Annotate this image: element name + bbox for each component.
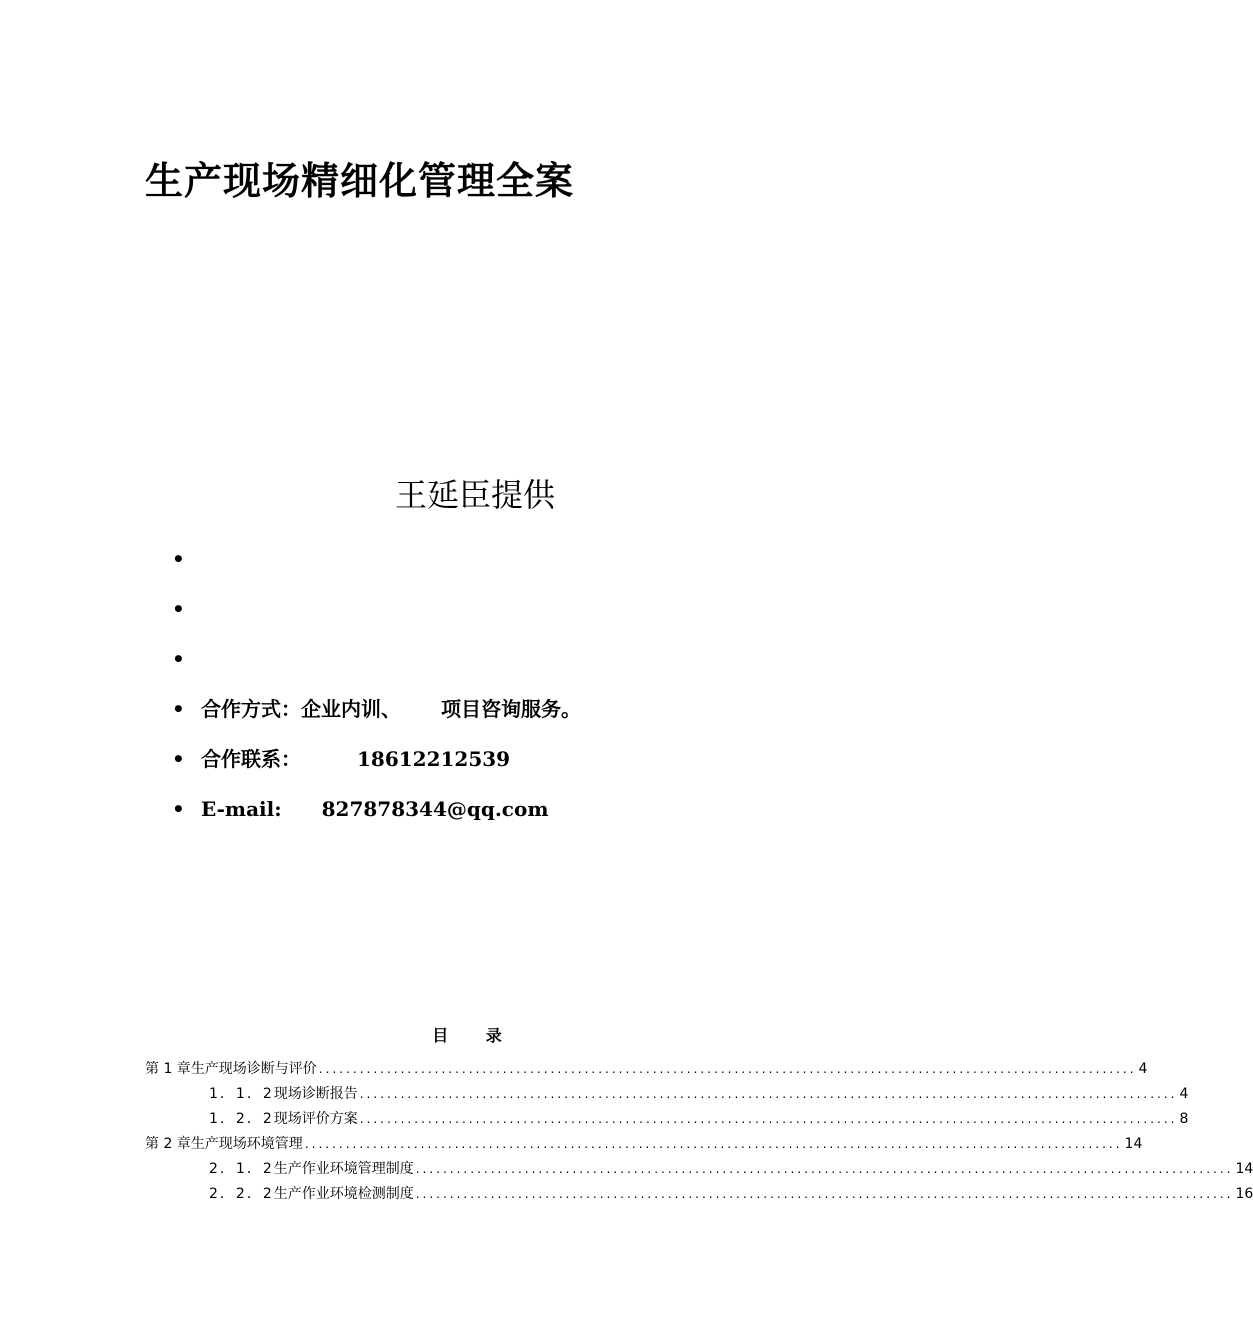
document-title: 生产现场精细化管理全案	[145, 159, 575, 203]
toc-leader-dots: ........................................................................................................................	[359, 1087, 1178, 1101]
toc-leader-dots: ........................................................................................................................	[318, 1062, 1137, 1076]
bullet-icon: •	[172, 597, 185, 621]
bullet-icon: •	[172, 647, 185, 671]
contact-info-list	[172, 543, 581, 843]
toc-entry[interactable]	[145, 1133, 1143, 1158]
toc-heading: 目 录	[432, 1026, 518, 1045]
toc-entry[interactable]	[145, 1108, 1189, 1133]
toc-entry-number: 1．1．2	[209, 1086, 274, 1102]
bullet-icon: •	[172, 747, 185, 771]
toc-leader-dots: ........................................................................................................................	[415, 1187, 1234, 1201]
toc-entry-title: 生产作业环境管理制度	[273, 1161, 414, 1177]
email-label: E-mail:	[201, 797, 282, 821]
toc-entry-number: 第 2 章	[145, 1136, 191, 1152]
toc-entry-title: 生产作业环境检测制度	[273, 1186, 414, 1202]
toc-entry-page: 4	[1179, 1086, 1189, 1102]
toc-entry-title: 生产现场环境管理	[190, 1136, 303, 1152]
toc-entry-page: 8	[1179, 1111, 1189, 1127]
toc-entry-page: 14	[1124, 1136, 1143, 1152]
toc-entry-page: 16	[1235, 1186, 1253, 1202]
contact-phone: 18612212539	[357, 747, 511, 771]
bullet-icon: •	[172, 697, 185, 721]
email-address: 827878344@qq.com	[321, 797, 549, 821]
toc-entry[interactable]	[145, 1183, 1253, 1208]
toc-entry-page: 14	[1235, 1161, 1253, 1177]
bullet-icon: •	[172, 797, 185, 821]
toc-leader-dots: ........................................................................................................................	[359, 1112, 1178, 1126]
toc-entry-page: 4	[1138, 1061, 1148, 1077]
toc-entry[interactable]	[145, 1058, 1148, 1083]
table-of-contents	[145, 1058, 1253, 1208]
empty-bullet-item	[172, 593, 581, 643]
toc-entry-title: 现场诊断报告	[273, 1086, 358, 1102]
toc-entry-title: 生产现场诊断与评价	[190, 1061, 317, 1077]
cooperation-item	[172, 693, 581, 743]
empty-bullet-item	[172, 543, 581, 593]
contact-item	[172, 743, 581, 793]
toc-leader-dots: ........................................................................................................................	[415, 1162, 1234, 1176]
contact-label: 合作联系：	[201, 747, 301, 771]
toc-entry-number: 1．2．2	[209, 1111, 274, 1127]
empty-bullet-item	[172, 643, 581, 693]
cooperation-value: 项目咨询服务。	[441, 697, 581, 721]
provider-line: 王延臣提供	[394, 476, 555, 514]
toc-leader-dots: ........................................................................................................................	[304, 1137, 1123, 1151]
toc-entry[interactable]	[145, 1158, 1253, 1183]
toc-entry[interactable]	[145, 1083, 1189, 1108]
toc-entry-title: 现场评价方案	[273, 1111, 358, 1127]
toc-entry-number: 第 1 章	[145, 1061, 191, 1077]
email-item	[172, 793, 581, 843]
toc-entry-number: 2．2．2	[209, 1186, 274, 1202]
toc-entry-number: 2．1．2	[209, 1161, 274, 1177]
bullet-icon: •	[172, 547, 185, 571]
cooperation-label: 合作方式：企业内训、	[201, 697, 401, 721]
